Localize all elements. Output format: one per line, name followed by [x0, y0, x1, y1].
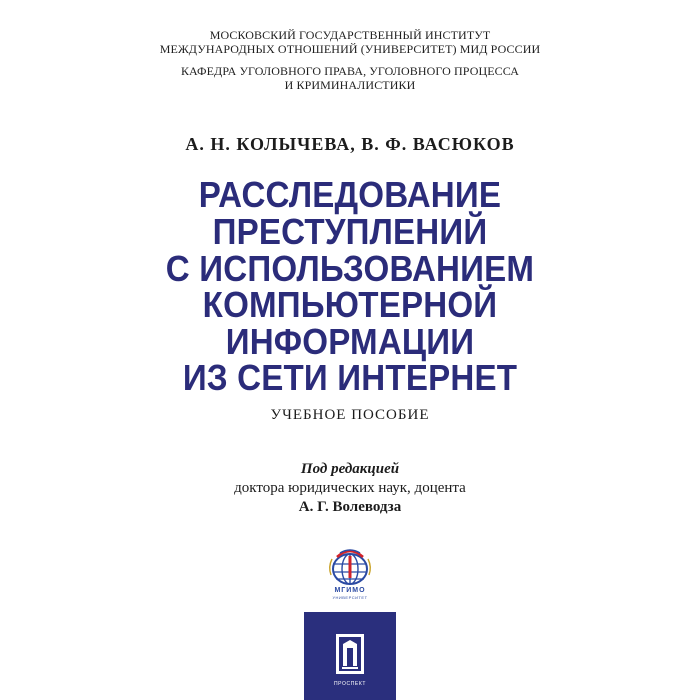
title-line: КОМПЬЮТЕРНОЙ [202, 284, 498, 325]
publisher-name: ПРОСПЕКТ [333, 681, 366, 687]
department-line-2: И КРИМИНАЛИСТИКИ [284, 78, 416, 92]
institution-line-2: МЕЖДУНАРОДНЫХ ОТНОШЕНИЙ (УНИВЕРСИТЕТ) МИД РОССИИ [159, 42, 541, 56]
title-line: ПРЕСТУПЛЕНИЙ [212, 211, 488, 252]
subtitle: УЧЕБНОЕ ПОСОБИЕ [270, 407, 430, 423]
editor-description: доктора юридических наук, доцента [234, 480, 466, 496]
publisher-emblem-icon [336, 634, 364, 674]
title-line: С ИСПОЛЬЗОВАНИЕМ [165, 248, 535, 289]
editor-name: А. Г. Волеводза [298, 499, 402, 515]
title-line: ИНФОРМАЦИИ [225, 321, 475, 362]
title-line: ИЗ СЕТИ ИНТЕРНЕТ [182, 357, 518, 398]
mgimo-logo-text: МГИМО [334, 587, 366, 594]
editor-label: Под редакцией [300, 461, 400, 477]
department-line-1: КАФЕДРА УГОЛОВНОГО ПРАВА, УГОЛОВНОГО ПРОЦЕССА [180, 64, 520, 78]
mgimo-logo-subtext: УНИВЕРСИТЕТ [332, 595, 368, 600]
institution-line-1: МОСКОВСКИЙ ГОСУДАРСТВЕННЫЙ ИНСТИТУТ [209, 28, 491, 42]
title-line: РАССЛЕДОВАНИЕ [198, 174, 502, 215]
authors: А. Н. КОЛЫЧЕВА, В. Ф. ВАСЮКОВ [185, 134, 515, 154]
